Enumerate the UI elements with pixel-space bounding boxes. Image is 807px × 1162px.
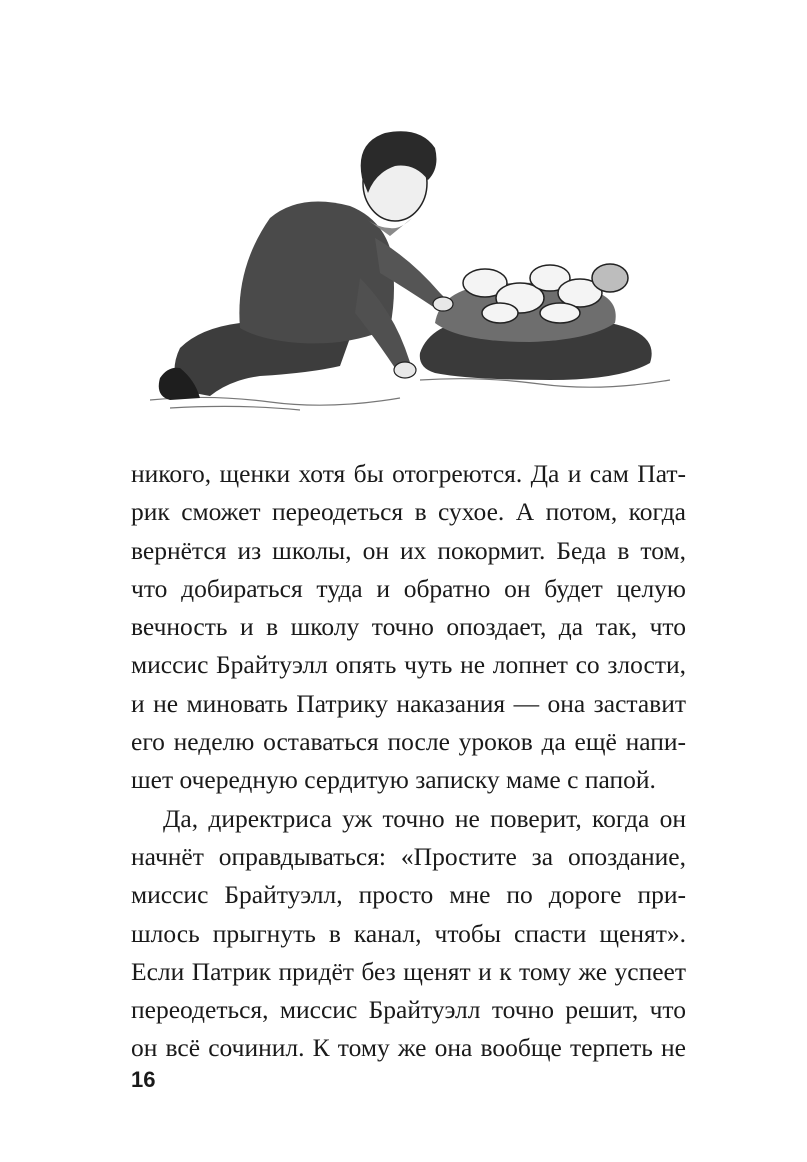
text-line: шлось прыгнуть в канал, чтобы спасти щенят». xyxy=(131,918,686,948)
text-line: переодеться, миссис Брайтуэлл точно решит, что xyxy=(131,995,686,1025)
body-text xyxy=(131,455,686,1068)
text-line: Если Патрик придёт без щенят и к тому же успеет xyxy=(131,956,686,986)
text-line: его неделю оставаться после уроков да ещё напи- xyxy=(131,727,686,757)
text-line: вернётся из школы, он их покормит. Беда в том, xyxy=(131,535,686,565)
text-line: рик сможет переодеться в сухое. А потом, когда xyxy=(131,497,686,527)
text-line: никого, щенки хотя бы отогреются. Да и сам Пат- xyxy=(131,459,686,488)
text-line: начнёт оправдываться: «Простите за опоздание, xyxy=(131,841,686,871)
page-number: 16 xyxy=(131,1067,156,1092)
text-line: что добираться туда и обратно он будет целую xyxy=(131,573,686,603)
text-line-paragraph-start: Да, директриса уж точно не поверит, когда он xyxy=(163,803,686,833)
text-line: миссис Брайтуэлл опять чуть не лопнет со злости, xyxy=(131,650,686,680)
text-line: вечность и в школу точно опоздает, да так, что xyxy=(131,612,686,642)
boy-figure xyxy=(159,131,453,400)
boy-with-puppies-illustration xyxy=(150,118,680,418)
text-line: он всё сочинил. К тому же она вообще терпеть не xyxy=(131,1033,686,1063)
text-line: миссис Брайтуэлл, просто мне по дороге при- xyxy=(131,880,686,910)
text-line: и не миновать Патрику наказания — она заставит xyxy=(131,688,686,718)
text-line: шет очередную сердитую записку маме с папой. xyxy=(131,765,656,795)
